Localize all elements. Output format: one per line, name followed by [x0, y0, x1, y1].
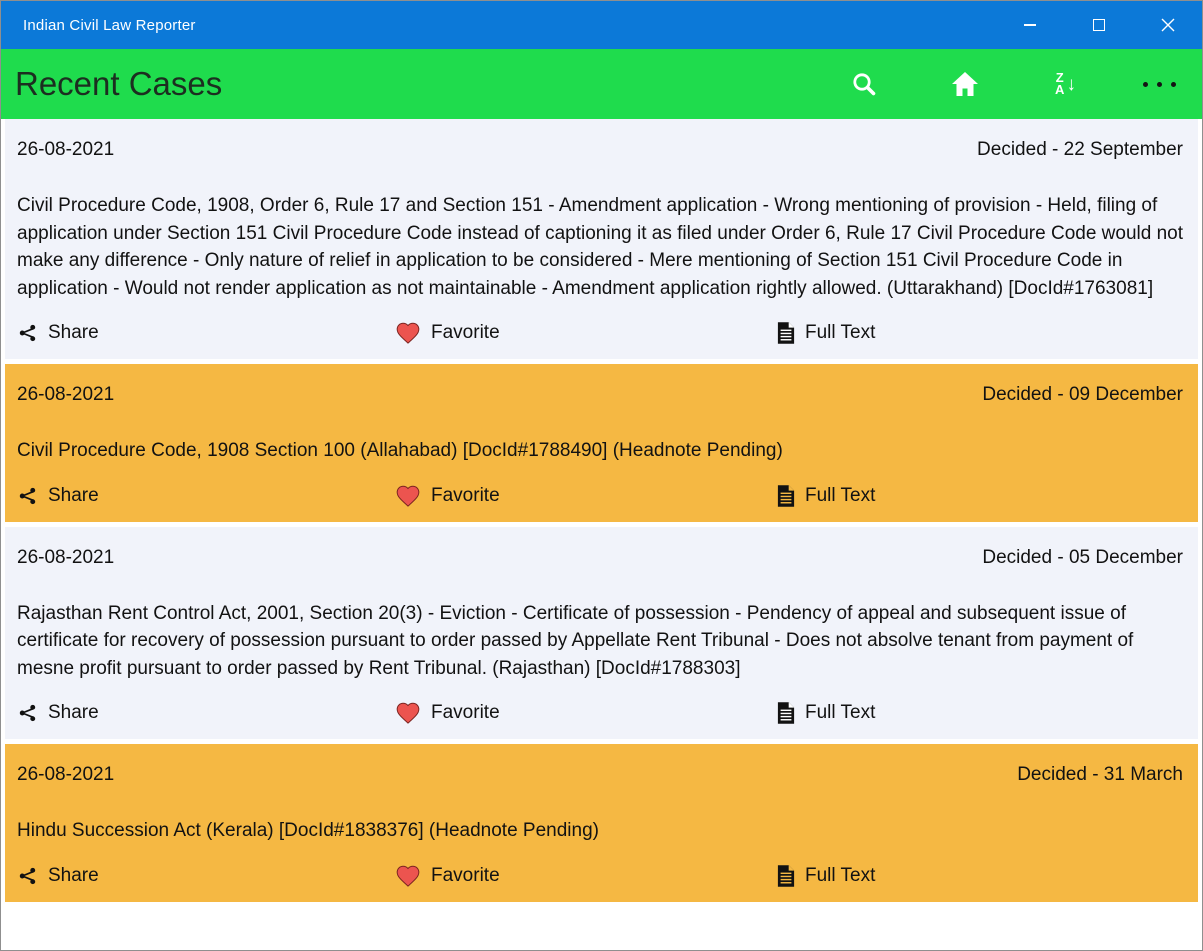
- heart-icon: [395, 321, 421, 345]
- share-icon: [17, 702, 38, 724]
- case-actions: [17, 701, 1183, 725]
- heart-icon: [395, 701, 421, 725]
- search-button[interactable]: [813, 49, 914, 119]
- share-label: Share: [48, 484, 99, 506]
- case-headnote: Rajasthan Rent Control Act, 2001, Section 20(3) - Eviction - Certificate of possession - Pendency of appeal and subsequent issue of certificate for recovery of possession pursuant to order passed by Appellate Rent Tribunal - Does not absolve tenant from payment of mesne profit pursuant to order passed by Rent Tribunal. (Rajasthan) [DocId#1788303]: [17, 602, 1134, 679]
- favorite-button[interactable]: [395, 701, 500, 725]
- case-card[interactable]: [5, 527, 1198, 740]
- header-icon-bar: [813, 49, 1202, 119]
- full-text-button[interactable]: [777, 321, 875, 345]
- heart-icon: [395, 484, 421, 508]
- share-label: Share: [48, 702, 99, 723]
- case-date: 26-08-2021: [17, 384, 115, 405]
- full-text-label: Full Text: [805, 702, 876, 723]
- minimize-icon: [1024, 24, 1036, 26]
- favorite-button[interactable]: [395, 864, 500, 888]
- more-icon: [1143, 82, 1176, 87]
- case-decided: Decided - 31 March: [1017, 764, 1183, 785]
- share-label: Share: [48, 322, 99, 343]
- sort-letter-a: A: [1055, 82, 1065, 97]
- sort-za-icon: [1055, 72, 1076, 96]
- case-card[interactable]: [5, 744, 1198, 902]
- case-actions: [17, 864, 1183, 888]
- sort-button[interactable]: [1015, 49, 1116, 119]
- case-headnote: Civil Procedure Code, 1908 Section 100 (Allahabad) [DocId#1788490] (Headnote Pending): [17, 440, 783, 461]
- share-icon: [17, 485, 38, 507]
- maximize-icon: [1093, 19, 1105, 31]
- case-decided: Decided - 09 December: [982, 384, 1183, 405]
- close-icon: [1161, 18, 1175, 32]
- share-label: Share: [48, 864, 99, 886]
- home-button[interactable]: [914, 49, 1015, 119]
- case-top-row: [17, 384, 1183, 406]
- case-decided: Decided - 05 December: [982, 546, 1183, 568]
- document-icon: [777, 701, 795, 725]
- full-text-label: Full Text: [805, 484, 876, 506]
- full-text-button[interactable]: [777, 864, 875, 888]
- favorite-label: Favorite: [431, 864, 500, 886]
- case-top-row: [17, 139, 1183, 161]
- more-button[interactable]: [1116, 49, 1202, 119]
- minimize-button[interactable]: [995, 1, 1064, 49]
- command-header: [1, 49, 1202, 119]
- share-icon: [17, 322, 38, 344]
- maximize-button[interactable]: [1064, 1, 1133, 49]
- case-list: [1, 119, 1202, 950]
- full-text-button[interactable]: [777, 484, 875, 508]
- case-top-row: [17, 547, 1183, 569]
- share-button[interactable]: [17, 865, 99, 887]
- document-icon: [777, 484, 795, 508]
- full-text-button[interactable]: [777, 701, 875, 725]
- case-actions: [17, 484, 1183, 508]
- case-date: 26-08-2021: [17, 764, 115, 785]
- sort-letter-z: Z: [1055, 70, 1064, 85]
- case-card[interactable]: [5, 364, 1198, 522]
- search-icon: [850, 70, 878, 98]
- share-button[interactable]: [17, 485, 99, 507]
- page-title: Recent Cases: [15, 65, 223, 102]
- window-controls: [995, 1, 1202, 49]
- favorite-label: Favorite: [431, 322, 500, 343]
- case-headnote: Hindu Succession Act (Kerala) [DocId#1838376] (Headnote Pending): [17, 820, 599, 841]
- share-button[interactable]: [17, 702, 99, 724]
- window-title: Indian Civil Law Reporter: [23, 16, 196, 34]
- favorite-button[interactable]: [395, 321, 500, 345]
- title-bar: [1, 1, 1202, 49]
- case-card[interactable]: [5, 119, 1198, 359]
- case-date: 26-08-2021: [17, 546, 115, 568]
- case-headnote: Civil Procedure Code, 1908, Order 6, Rule 17 and Section 151 - Amendment application - Wrong mentioning of provision - Held, filing of application under Section 151 Civil Procedure Code instead of captioning it as filed under Order 6, Rule 17 Civil Procedure Code would not make any difference - Only nature of relief in application to be considered - Mere mentioning of Section 151 Civil Procedure Code in application - Would not render application as not maintainable - Amendment application rightly allowed. (Uttarakhand) [DocId#1763081]: [17, 195, 1184, 299]
- full-text-label: Full Text: [805, 322, 876, 343]
- favorite-label: Favorite: [431, 702, 500, 723]
- case-top-row: [17, 764, 1183, 786]
- case-decided: Decided - 22 September: [977, 139, 1183, 160]
- document-icon: [777, 321, 795, 345]
- favorite-label: Favorite: [431, 484, 500, 506]
- favorite-button[interactable]: [395, 484, 500, 508]
- heart-icon: [395, 864, 421, 888]
- close-button[interactable]: [1133, 1, 1202, 49]
- share-icon: [17, 865, 38, 887]
- full-text-label: Full Text: [805, 864, 876, 886]
- home-icon: [950, 70, 980, 98]
- share-button[interactable]: [17, 322, 99, 344]
- document-icon: [777, 864, 795, 888]
- sort-arrow: ↓: [1066, 73, 1076, 95]
- case-actions: [17, 321, 1183, 345]
- case-date: 26-08-2021: [17, 139, 115, 160]
